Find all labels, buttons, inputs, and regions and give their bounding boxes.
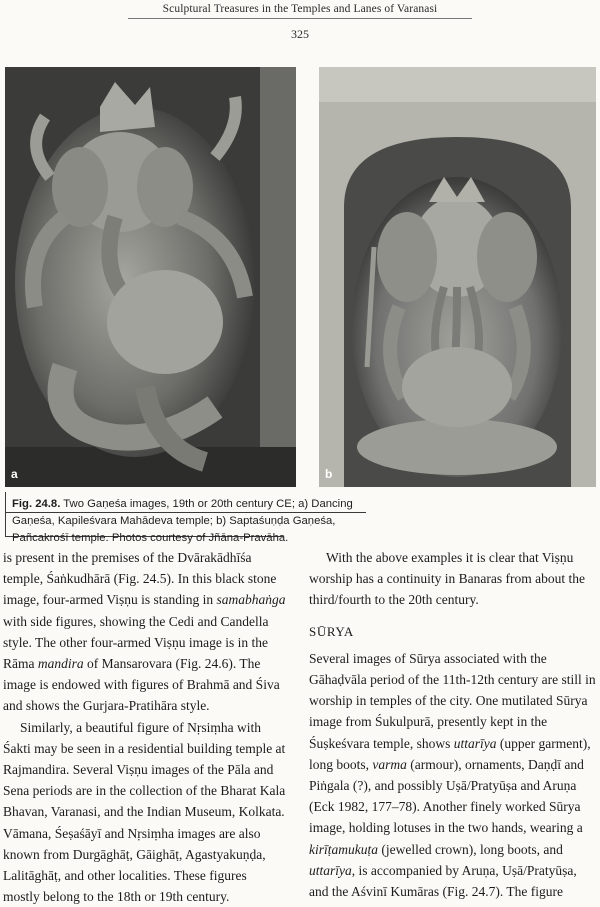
photo-saptasunda-ganesha: [319, 67, 596, 487]
saptasunda-ganesha-image: [319, 67, 596, 487]
caption-text: Two Gaṇeśa images, 19th or 20th century CE; a) Dancing Gaṇeśa, Kapileśvara Mahādeva temple; b) Saptaśuṇḍa Gaṇeśa, Pañcakrośī temple. Photos courtesy of Jñāna-Pravāha.: [12, 498, 353, 544]
left-column: [3, 547, 286, 907]
text-run: (armour), ornaments, Daṇḍī and Piṅgala (?), and possibly Uṣā/Pratyūṣa and Aruṇa (Eck 1982, 177–78). Another finely worked Sūrya image, holding lotuses in the two hands, wearing a: [309, 756, 584, 836]
italic-term: varma: [372, 756, 407, 772]
photo-dancing-ganesha: [5, 67, 296, 487]
dancing-ganesha-image: [5, 67, 296, 487]
text-run: of Mansarovara (Fig. 24.6). The image is endowed with figures of Brahmā and Śiva and shows the Gurjara-Pratihāra style.: [3, 656, 280, 714]
italic-term: uttarīya: [453, 735, 497, 751]
panel-label-a: a: [11, 467, 18, 481]
right-paragraph-2: [309, 648, 596, 902]
right-paragraph-1: With the above examples it is clear that Viṣṇu worship has a continuity in Banaras from about the third/fourth to the 20th century.: [309, 550, 585, 608]
left-paragraph-2: Similarly, a beautiful figure of Nṛsiṃha with Śakti may be seen in a residential building temple at Rajmandira. Several Viṣṇu images of the Pāla and Sena periods are in the collection of the Bharat Kala Bhavan, Varanasi, and the Indian Museum, Kolkata. Vāmana, Śeṣaśāyī and Nṛsiṃha images are also known from Durgāghāṭ, Gāighāṭ, Agastyakuṇḍa, Lalitāghāṭ, and other localities. These figures mostly belong to the 18th or 19th century.: [3, 719, 286, 905]
header-rule: [128, 18, 472, 19]
text-run: Several images of Sūrya associated with the Gāhaḍvāla period of the 11th-12th century are still in worship in temples of the city. One mutilated Sūrya image from Śukulpurā, presently kept in the Śuṣkeśvara temple, shows: [309, 650, 596, 751]
running-title: Sculptural Treasures in the Temples and Lanes of Varanasi: [162, 3, 438, 15]
text-run: is present in the premises of the Dvārakādhīśa temple, Śaṅkudhārā (Fig. 24.5). In this black stone image, four-armed Viṣṇu is standing in: [3, 550, 277, 608]
left-paragraph-1: [3, 547, 286, 717]
text-run: (upper garment), long boots,: [309, 735, 591, 772]
italic-term: mandira: [37, 656, 84, 672]
section-heading-surya: SŪRYA: [309, 623, 354, 639]
text-run: , is accompanied by Aruṇa, Uṣā/Pratyūṣa, and the Aśvinī Kumāras (Fig. 24.7). The figure: [309, 862, 577, 900]
italic-term: samabhaṅga: [216, 592, 286, 608]
figure-caption: [5, 496, 367, 544]
page-number: 325: [291, 27, 309, 41]
panel-label-b: b: [325, 467, 333, 481]
caption-figure-number: Fig. 24.8.: [12, 498, 61, 510]
right-column: [309, 547, 596, 902]
text-run: with side figures, showing the Cedi and Candella style. The other four-armed Viṣṇu image is in the Rāma: [3, 613, 269, 672]
italic-term: uttarīya: [309, 862, 352, 878]
text-run: (jewelled crown), long boots, and: [378, 841, 563, 857]
italic-term: kirīṭamukuṭa: [309, 841, 378, 857]
